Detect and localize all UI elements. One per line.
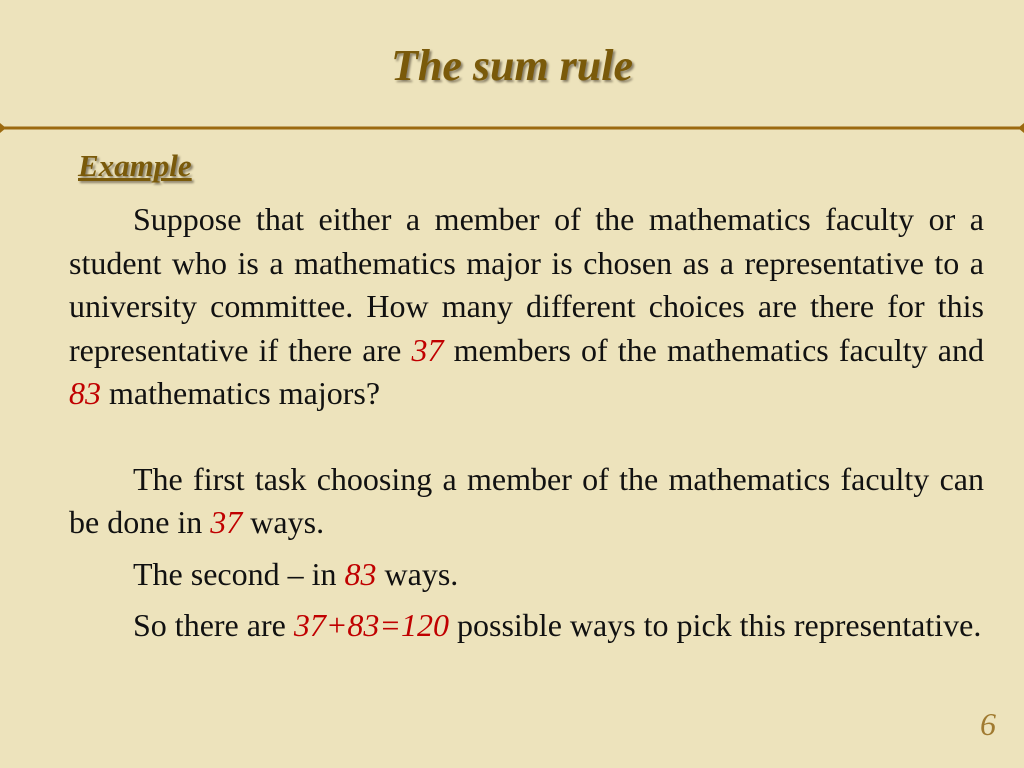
example-heading: Example <box>78 148 192 183</box>
highlight-number: 83 <box>344 555 377 592</box>
paragraph-conclusion <box>69 604 984 648</box>
paragraph-question <box>69 198 984 416</box>
text-run: ways. <box>242 504 325 540</box>
paragraph-second-task <box>69 553 984 597</box>
highlight-number: 37+83=120 <box>293 607 449 643</box>
text-run: ways. <box>376 555 459 592</box>
paragraph-first-task <box>69 458 984 545</box>
highlight-number: 83 <box>69 375 101 411</box>
slide-title: The sum rule <box>390 41 634 90</box>
text-run: The first task choosing a member of the mathematics faculty can be done in <box>69 460 984 540</box>
highlight-number: 37 <box>210 504 243 540</box>
text-run: Suppose that either a member of the mathematics faculty or a student who is a mathematics major is chosen as a representative to a university committee. How many different choices are there for this representative if there are <box>69 201 984 368</box>
slide-body <box>69 198 984 648</box>
text-run: So there are <box>133 607 294 643</box>
text-run: possible ways to pick this representative. <box>449 607 982 643</box>
title-divider <box>0 126 1024 130</box>
text-run: The second – in <box>133 555 345 592</box>
text-run: members of the mathematics faculty and <box>443 331 984 368</box>
page-number: 6 <box>980 706 996 742</box>
text-run: mathematics majors? <box>101 375 381 411</box>
highlight-number: 37 <box>411 331 444 368</box>
